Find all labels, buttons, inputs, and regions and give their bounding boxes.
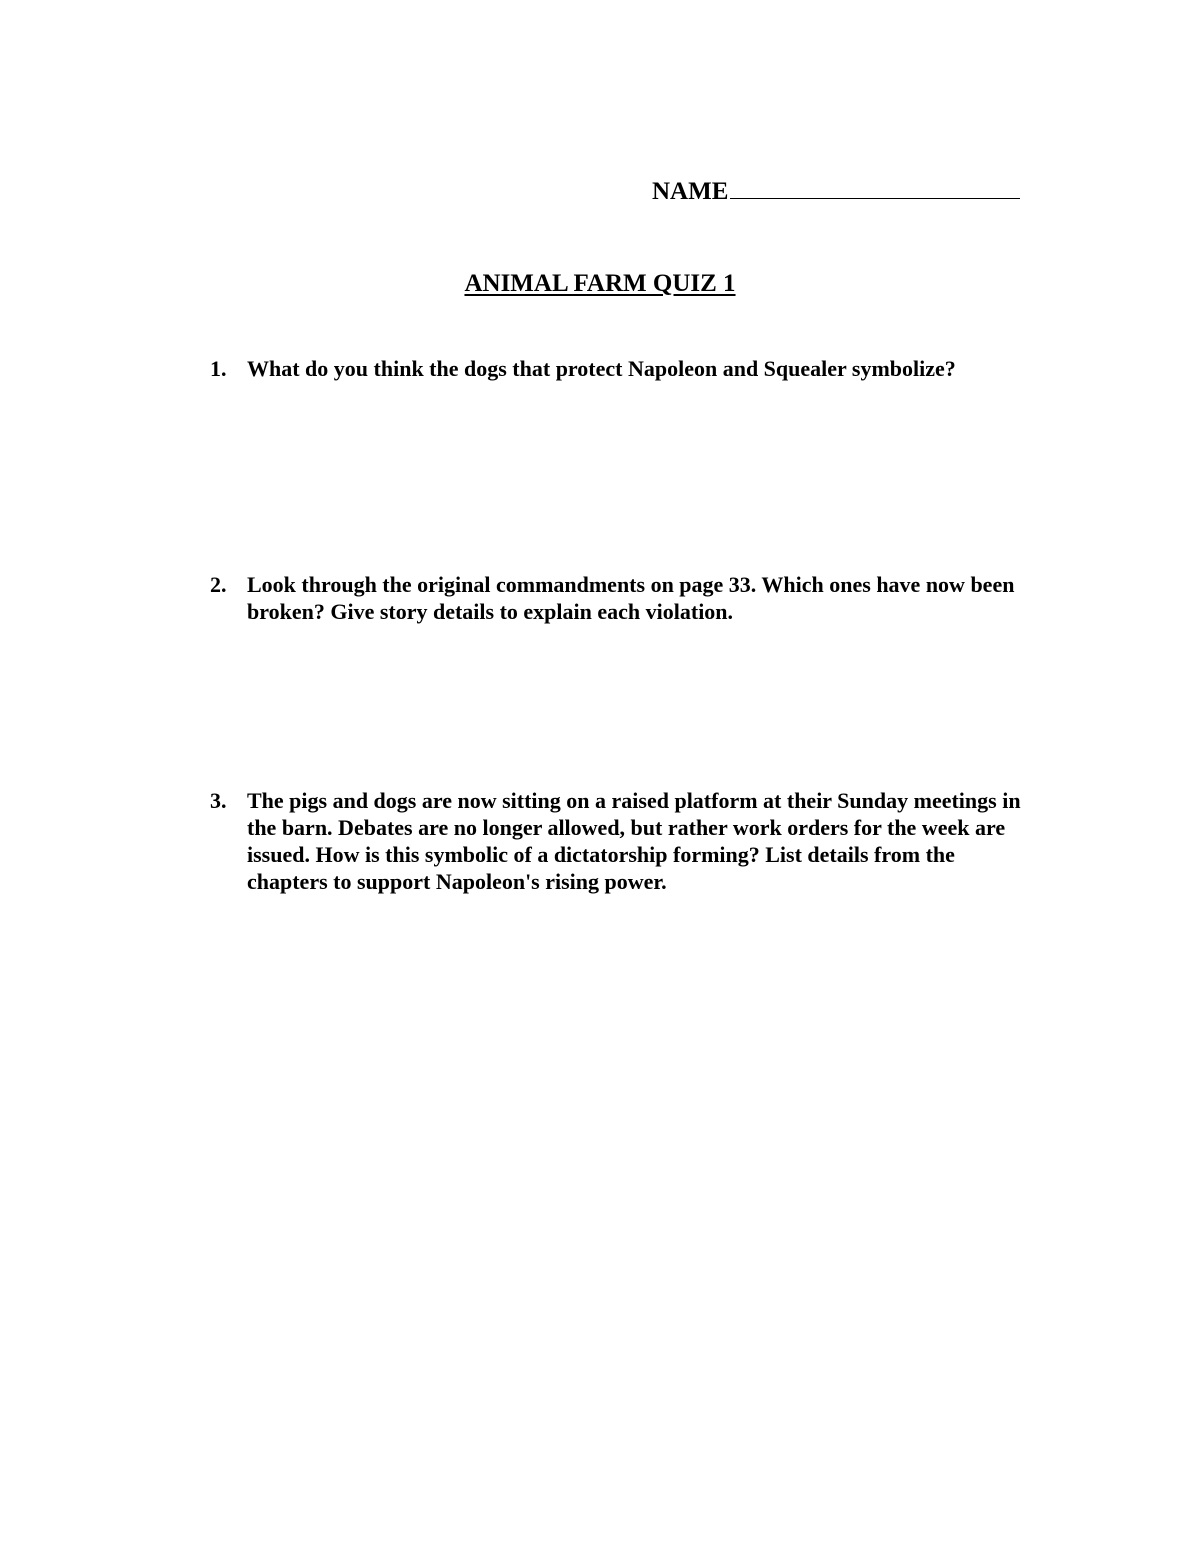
question-text: Look through the original commandments on page 33. Which ones have now been broken? Give story details to explain each violation. [247,572,1015,624]
question-3 [210,787,1030,895]
name-blank-line [730,176,1020,199]
name-field [652,176,1020,206]
question-text: The pigs and dogs are now sitting on a raised platform at their Sunday meetings in the barn. Debates are no longer allowed, but rather work orders for the week are issued. How is this symbolic of a dictatorship forming? List details from the chapters to support Napoleon's rising power. [247,788,1021,894]
question-1 [210,355,1030,382]
question-number: 3. [210,788,227,813]
quiz-title: ANIMAL FARM QUIZ 1 [464,270,736,297]
question-number: 2. [210,572,227,597]
question-2 [210,571,1030,625]
name-label: NAME [652,178,729,205]
question-text: What do you think the dogs that protect Napoleon and Squealer symbolize? [247,356,956,381]
question-number: 1. [210,356,227,381]
